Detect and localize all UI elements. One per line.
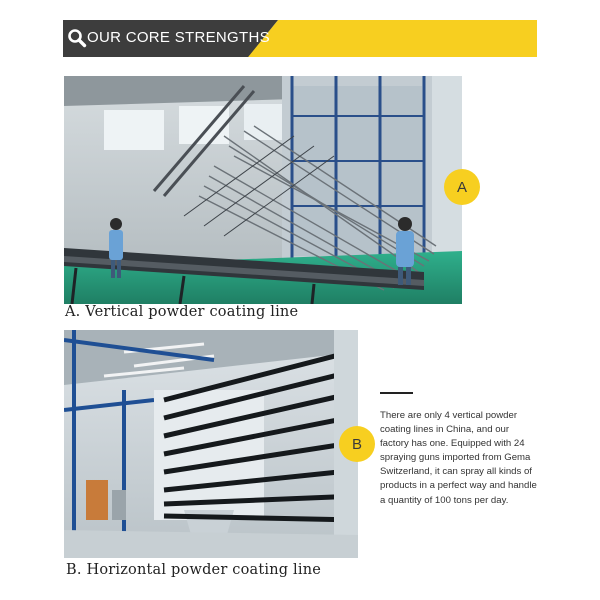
- badge-b: B: [339, 426, 375, 462]
- section-banner: [63, 20, 537, 57]
- vertical-coating-line-photo: [64, 76, 462, 304]
- description-divider: [380, 392, 413, 394]
- banner-accent-segment: [248, 20, 537, 57]
- caption-vertical-line: A. Vertical powder coating line: [65, 304, 299, 320]
- caption-horizontal-line: B. Horizontal powder coating line: [66, 562, 322, 578]
- horizontal-coating-line-photo: [64, 330, 358, 558]
- search-icon: [67, 28, 87, 48]
- banner-title: OUR CORE STRENGTHS: [87, 29, 270, 46]
- description-text: There are only 4 vertical powder coating lines in China, and our factory has one. Equipped with 24 spraying guns imported from Gema Switzerland, it can spray all kinds of products in a perfect way and handle a quantity of 100 tons per day.: [380, 410, 537, 506]
- badge-a: A: [444, 169, 480, 205]
